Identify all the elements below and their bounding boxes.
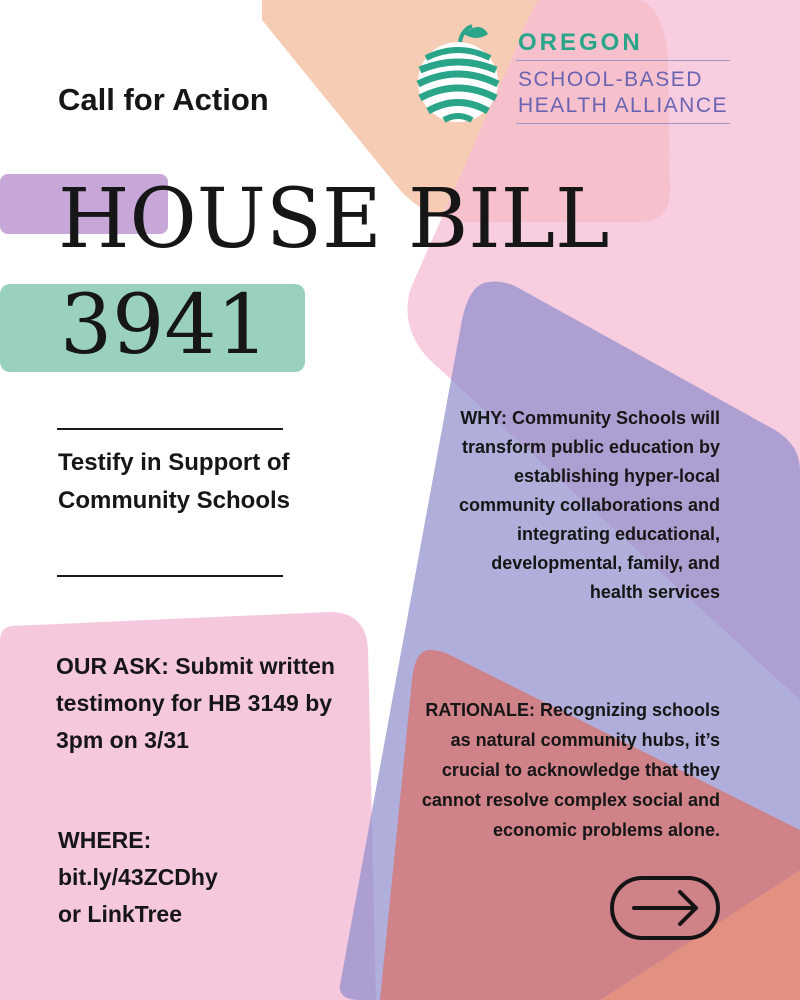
divider-bottom	[57, 575, 283, 577]
logo-line-2: HEALTH ALLIANCE	[518, 94, 729, 117]
arrow-right-icon	[610, 876, 720, 940]
rationale-text: RATIONALE: Recognizing schools as natural community hubs, it’s crucial to acknowledge that they cannot resolve complex social and economic problems alone.	[421, 700, 720, 840]
call-to-action-heading: Call for Action	[58, 82, 269, 117]
logo-line-1: SCHOOL-BASED	[518, 68, 703, 91]
logo-state: OREGON	[518, 29, 643, 56]
next-button[interactable]	[610, 876, 720, 940]
our-ask-text: OUR ASK: Submit written testimony for HB 3149 by 3pm on 3/31	[56, 653, 335, 753]
bill-number: 3941	[60, 278, 269, 373]
where-alt[interactable]: or LinkTree	[58, 901, 182, 927]
logo-divider	[516, 123, 730, 124]
logo-divider	[516, 60, 730, 61]
bill-title: HOUSE BILL	[58, 172, 610, 267]
why-text: WHY: Community Schools will transform public education by establishing hyper-local community collaborations and integrating educational, developmental, family, and health services	[458, 408, 720, 602]
where-block	[58, 822, 308, 933]
where-label: WHERE:	[58, 827, 152, 853]
divider-top	[57, 428, 283, 430]
where-link[interactable]: bit.ly/43ZCDhy	[58, 864, 218, 890]
testify-text: Testify in Support of Community Schools	[58, 449, 291, 514]
